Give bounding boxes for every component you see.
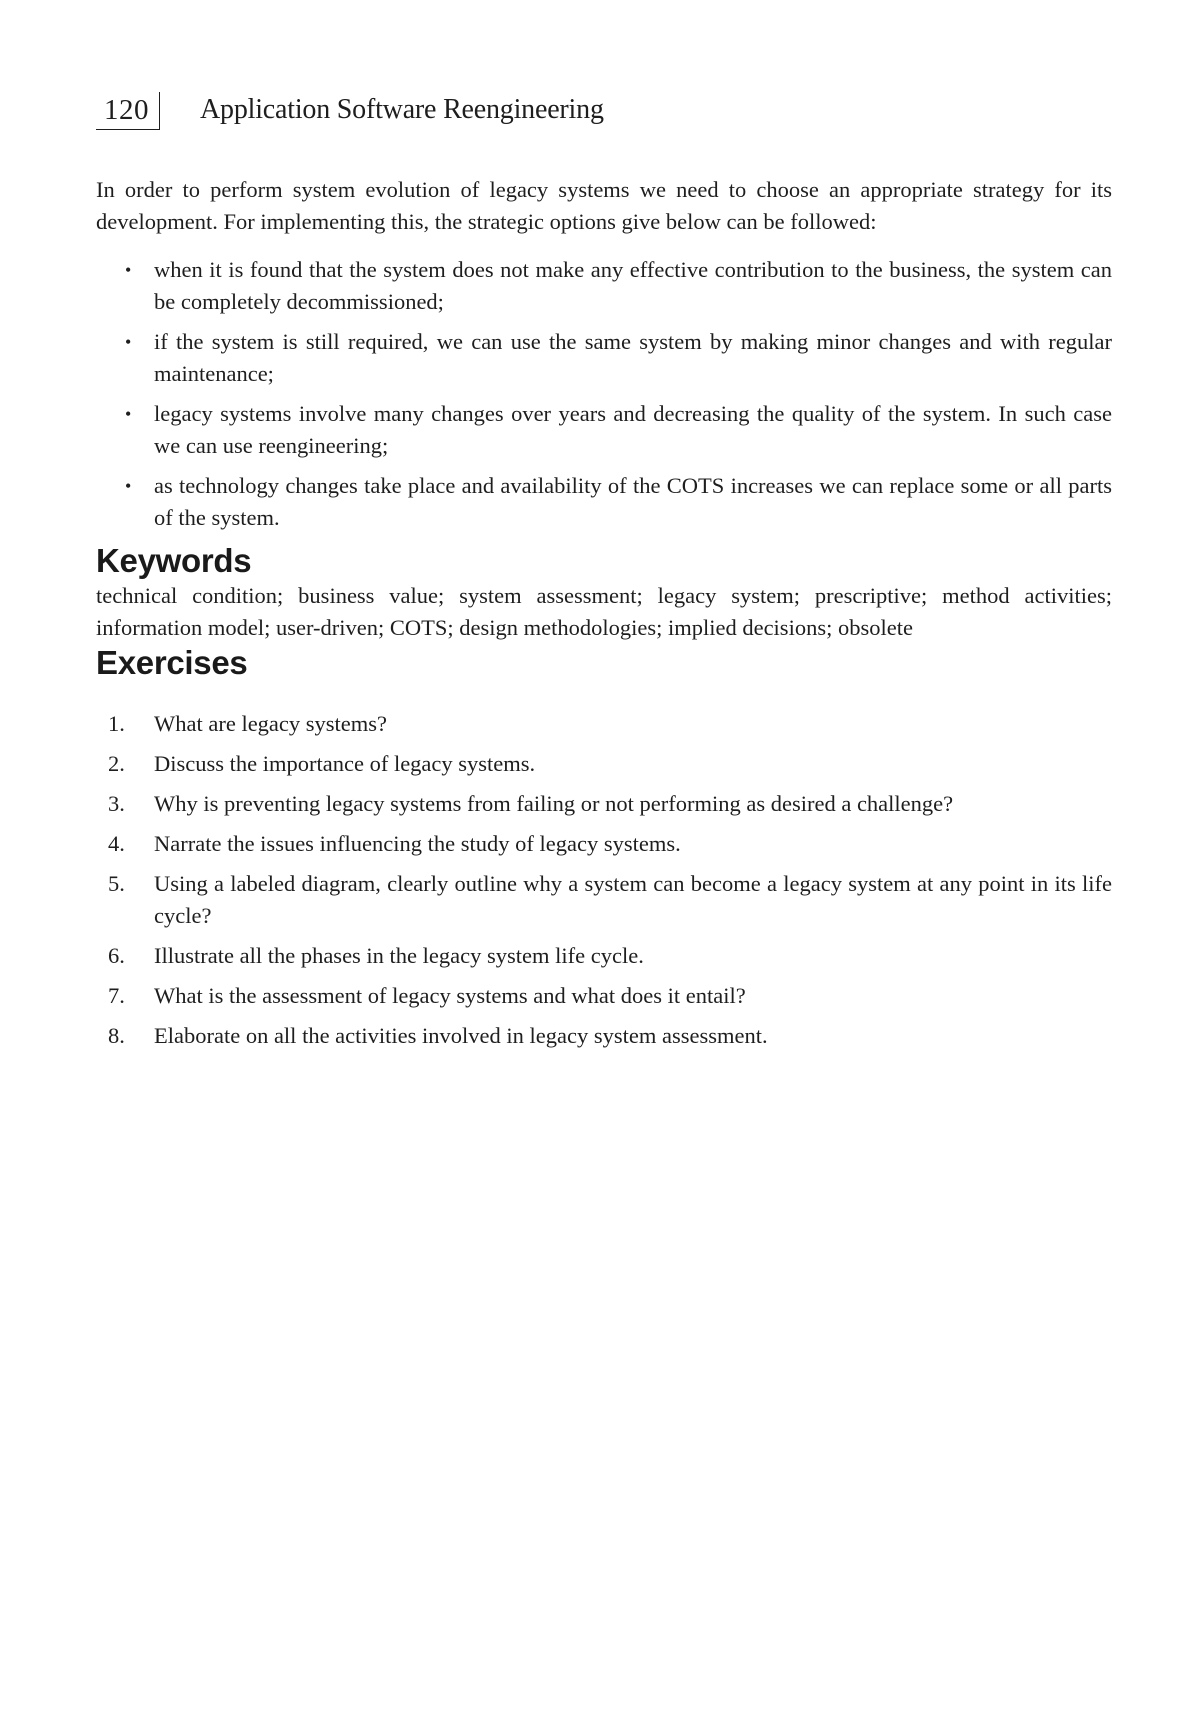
exercise-text: Elaborate on all the activities involved in legacy system assessment. [154,1023,768,1048]
book-page [96,88,1112,1060]
exercise-text: What are legacy systems? [154,711,388,736]
list-item-text: as technology changes take place and availability of the COTS increases we can replace some or all parts of the system. [154,473,1112,530]
exercise-item [96,708,1112,740]
keywords-heading: Keywords [96,542,252,579]
exercise-text: Discuss the importance of legacy systems. [154,751,536,776]
exercise-item [96,788,1112,820]
exercise-text: What is the assessment of legacy systems and what does it entail? [154,983,746,1008]
list-item [96,470,1112,534]
exercise-number: 3. [108,791,125,816]
exercise-number: 2. [108,751,125,776]
list-item-text: legacy systems involve many changes over years and decreasing the quality of the system. In such case we can use reengineering; [154,401,1112,458]
keywords-text: technical condition; business value; system assessment; legacy system; prescriptive; method activities; information model; user-driven; COTS; design methodologies; implied decisions; obsolete [96,583,1112,640]
exercise-number: 5. [108,871,125,896]
exercise-item [96,980,1112,1012]
list-item [96,398,1112,462]
exercise-text: Why is preventing legacy systems from failing or not performing as desired a challenge? [154,791,954,816]
exercise-item [96,1020,1112,1052]
bullet-icon: • [125,260,132,280]
exercise-text: Using a labeled diagram, clearly outline why a system can become a legacy system at any point in its life cycle? [154,871,1112,928]
list-item-text: when it is found that the system does not make any effective contribution to the business, the system can be completely decommissioned; [154,257,1112,314]
strategy-options-list [96,254,1112,534]
exercise-number: 6. [108,943,125,968]
exercise-item [96,828,1112,860]
exercise-number: 7. [108,983,125,1008]
list-item-text: if the system is still required, we can use the same system by making minor changes and with regular maintenance; [154,329,1112,386]
exercise-item [96,868,1112,932]
bullet-icon: • [125,404,132,424]
bullet-icon: • [125,476,132,496]
exercise-number: 4. [108,831,125,856]
exercises-heading: Exercises [96,644,248,681]
exercise-item [96,748,1112,780]
exercises-list [96,708,1112,1052]
bullet-icon: • [125,332,132,352]
list-item [96,254,1112,318]
exercise-number: 1. [108,711,125,736]
list-item [96,326,1112,390]
page-number: 120 [96,92,160,130]
intro-paragraph: In order to perform system evolution of legacy systems we need to choose an appropriate strategy for its development. For implementing this, the strategic options give below can be followed: [96,177,1112,234]
running-header [96,88,1112,130]
exercise-text: Narrate the issues influencing the study of legacy systems. [154,831,681,856]
exercise-text: Illustrate all the phases in the legacy system life cycle. [154,943,644,968]
exercise-item [96,940,1112,972]
running-title: Application Software Reengineering [200,94,604,125]
exercise-number: 8. [108,1023,125,1048]
